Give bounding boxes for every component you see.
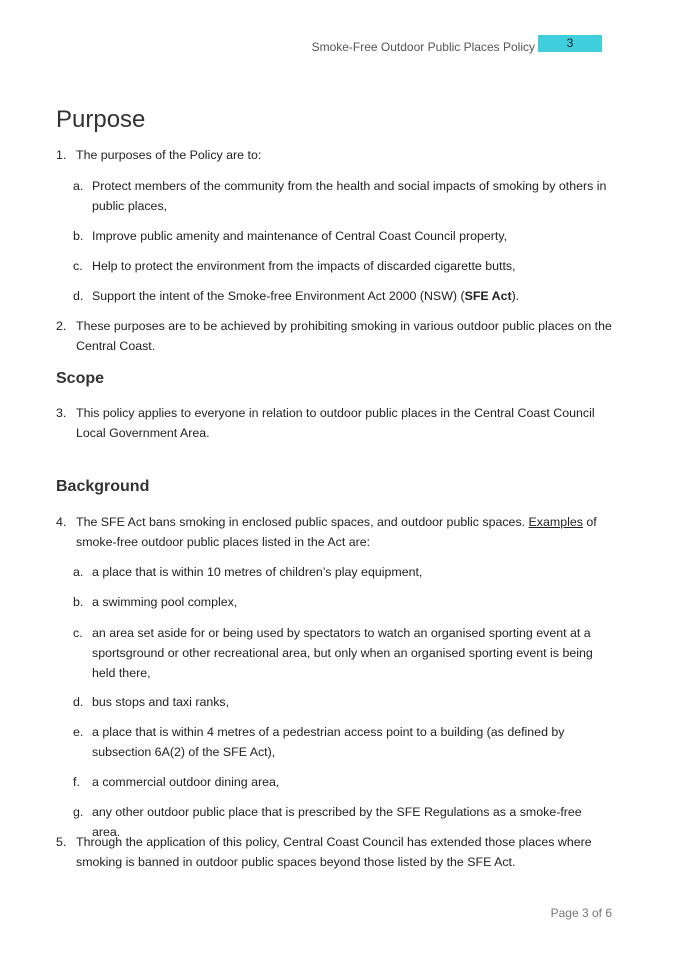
item-text: any other outdoor public place that is prescribed by the SFE Regulations as a smoke-free area. (92, 805, 582, 839)
text-segment: The SFE Act bans smoking in enclosed public spaces, and outdoor public spaces. (76, 515, 529, 529)
examples-link[interactable]: Examples (528, 515, 583, 529)
item-text: a swimming pool complex, (92, 595, 238, 609)
text-segment: ). (511, 289, 520, 303)
item-label: b. (73, 229, 84, 243)
item-label: c. (73, 259, 83, 273)
item-label: e. (73, 725, 84, 739)
item-text: This policy applies to everyone in relation to outdoor public places in the Central Coast Council Local Government Area. (76, 406, 595, 440)
item-number: 4. (56, 515, 67, 529)
heading-scope: Scope (56, 370, 105, 387)
text-segment: of smoke-free outdoor public places listed in the Act are: (76, 515, 597, 549)
item-text (92, 286, 612, 306)
item-text: a place that is within 4 metres of a pedestrian access point to a building (as defined by subsection 6A(2) of the SFE Act), (92, 725, 565, 759)
item-text: Improve public amenity and maintenance of Central Coast Council property, (92, 229, 508, 243)
page-footer: Page 3 of 6 (550, 906, 612, 920)
sfe-act-term: SFE Act (464, 289, 512, 303)
item-number: 3. (56, 406, 67, 420)
running-header-title: Smoke-Free Outdoor Public Places Policy (311, 40, 535, 54)
item-label: b. (73, 595, 84, 609)
item-text: These purposes are to be achieved by prohibiting smoking in various outdoor public places on the Central Coast. (76, 319, 612, 353)
item-text: bus stops and taxi ranks, (92, 695, 230, 709)
item-text: a commercial outdoor dining area, (92, 775, 280, 789)
item-label: a. (73, 565, 84, 579)
text-segment: Support the intent of the Smoke-free Environment Act 2000 (NSW) ( (92, 289, 465, 303)
heading-background: Background (56, 478, 150, 495)
item-label: d. (73, 289, 84, 303)
heading-purpose: Purpose (56, 106, 146, 133)
item-text: Protect members of the community from the health and social impacts of smoking by others in public places, (92, 179, 607, 213)
item-text (76, 512, 621, 552)
item-text: a place that is within 10 metres of children’s play equipment, (92, 565, 423, 579)
item-number: 2. (56, 319, 67, 333)
item-label: a. (73, 179, 84, 193)
item-text: The purposes of the Policy are to: (76, 148, 262, 162)
item-label: d. (73, 695, 84, 709)
item-text: an area set aside for or being used by spectators to watch an organised sporting event at a sportsground or other recreational area, but only when an organised sporting event is being held there, (92, 626, 593, 680)
header-page-number: 3 (538, 35, 602, 52)
item-text: Through the application of this policy, Central Coast Council has extended those places where smoking is banned in outdoor public spaces beyond those listed by the SFE Act. (76, 835, 592, 869)
item-number: 5. (56, 835, 67, 849)
item-label: g. (73, 805, 84, 819)
item-text: Help to protect the environment from the impacts of discarded cigarette butts, (92, 259, 516, 273)
item-label: c. (73, 626, 83, 640)
item-number: 1. (56, 148, 67, 162)
item-label: f. (73, 775, 80, 789)
